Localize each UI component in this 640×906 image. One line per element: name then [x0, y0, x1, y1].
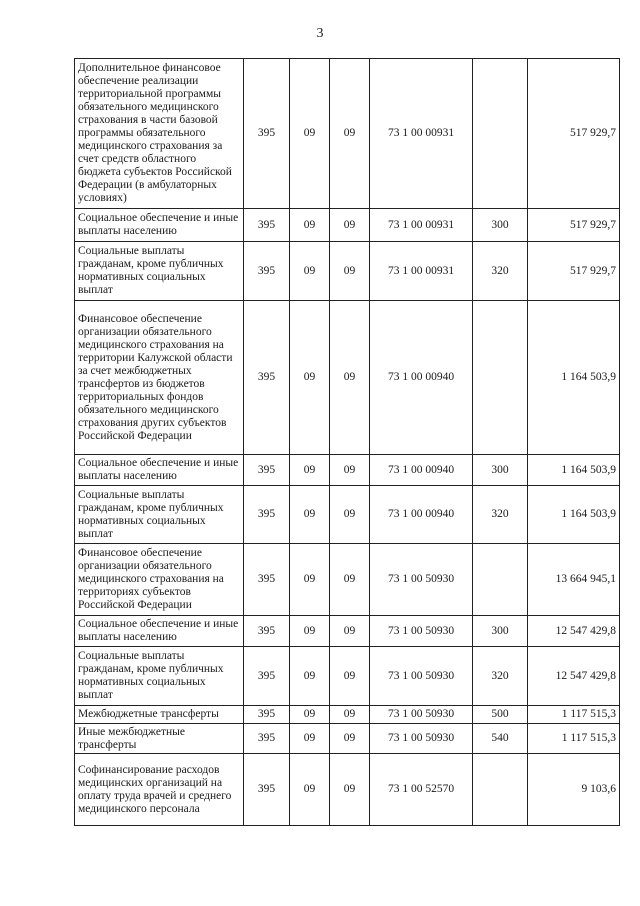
row-target: 73 1 00 00931 [370, 242, 473, 301]
row-code: 395 [244, 706, 290, 724]
row-name: Социальные выплаты гражданам, кроме публичных нормативных социальных выплат [75, 647, 244, 706]
row-subsection: 09 [330, 647, 370, 706]
row-target: 73 1 00 50930 [370, 724, 473, 754]
row-subsection: 09 [330, 544, 370, 616]
row-section: 09 [290, 242, 330, 301]
row-code: 395 [244, 486, 290, 544]
row-amount: 1 117 515,3 [528, 706, 620, 724]
row-amount: 1 164 503,9 [528, 455, 620, 486]
table-row [75, 455, 620, 486]
row-target: 73 1 00 52570 [370, 754, 473, 826]
row-section: 09 [290, 59, 330, 209]
row-target: 73 1 00 50930 [370, 544, 473, 616]
row-amount: 517 929,7 [528, 242, 620, 301]
row-subsection: 09 [330, 455, 370, 486]
table-row [75, 486, 620, 544]
row-amount: 517 929,7 [528, 59, 620, 209]
row-target: 73 1 00 50930 [370, 706, 473, 724]
row-code: 395 [244, 59, 290, 209]
row-type: 300 [473, 616, 528, 647]
table-row [75, 301, 620, 455]
row-type [473, 754, 528, 826]
row-section: 09 [290, 544, 330, 616]
row-subsection: 09 [330, 242, 370, 301]
table-row [75, 242, 620, 301]
row-type [473, 544, 528, 616]
row-subsection: 09 [330, 486, 370, 544]
row-name: Финансовое обеспечение организации обязательного медицинского страхования на территориях субъектов Российской Федерации [75, 544, 244, 616]
row-subsection: 09 [330, 754, 370, 826]
row-type [473, 59, 528, 209]
row-subsection: 09 [330, 616, 370, 647]
budget-table [74, 58, 620, 826]
row-amount: 9 103,6 [528, 754, 620, 826]
row-amount: 1 164 503,9 [528, 486, 620, 544]
row-type: 300 [473, 455, 528, 486]
row-type: 320 [473, 486, 528, 544]
table-row [75, 706, 620, 724]
row-name: Финансовое обеспечение организации обязательного медицинского страхования на территории Калужской области за счет межбюджетных трансфертов из бюджетов территориальных фондов обязательного медицинского страхования других субъектов Российской Федерации [75, 301, 244, 455]
row-code: 395 [244, 754, 290, 826]
row-amount: 13 664 945,1 [528, 544, 620, 616]
row-code: 395 [244, 242, 290, 301]
row-section: 09 [290, 754, 330, 826]
row-subsection: 09 [330, 706, 370, 724]
row-section: 09 [290, 616, 330, 647]
row-name: Социальные выплаты гражданам, кроме публичных нормативных социальных выплат [75, 242, 244, 301]
row-amount: 12 547 429,8 [528, 616, 620, 647]
row-section: 09 [290, 209, 330, 242]
table-row [75, 647, 620, 706]
table-row [75, 59, 620, 209]
row-target: 73 1 00 00940 [370, 486, 473, 544]
row-subsection: 09 [330, 209, 370, 242]
row-name: Социальное обеспечение и иные выплаты населению [75, 616, 244, 647]
row-target: 73 1 00 00940 [370, 455, 473, 486]
page-number: 3 [316, 26, 324, 41]
row-section: 09 [290, 647, 330, 706]
row-subsection: 09 [330, 724, 370, 754]
row-target: 73 1 00 00931 [370, 209, 473, 242]
row-name: Социальное обеспечение и иные выплаты населению [75, 209, 244, 242]
table-row [75, 754, 620, 826]
row-target: 73 1 00 50930 [370, 616, 473, 647]
row-type: 500 [473, 706, 528, 724]
row-type: 540 [473, 724, 528, 754]
row-code: 395 [244, 724, 290, 754]
row-type: 300 [473, 209, 528, 242]
row-type: 320 [473, 242, 528, 301]
row-section: 09 [290, 301, 330, 455]
row-section: 09 [290, 455, 330, 486]
row-target: 73 1 00 00931 [370, 59, 473, 209]
row-type [473, 301, 528, 455]
row-name: Иные межбюджетные трансферты [75, 724, 244, 754]
row-type: 320 [473, 647, 528, 706]
row-amount: 517 929,7 [528, 209, 620, 242]
table-row [75, 616, 620, 647]
row-name: Софинансирование расходов медицинских организаций на оплату труда врачей и среднего медицинского персонала [75, 754, 244, 826]
row-name: Межбюджетные трансферты [75, 706, 244, 724]
row-target: 73 1 00 00940 [370, 301, 473, 455]
table-row [75, 209, 620, 242]
row-code: 395 [244, 616, 290, 647]
row-section: 09 [290, 724, 330, 754]
row-code: 395 [244, 544, 290, 616]
row-target: 73 1 00 50930 [370, 647, 473, 706]
row-subsection: 09 [330, 59, 370, 209]
table-row [75, 724, 620, 754]
row-amount: 1 164 503,9 [528, 301, 620, 455]
table-row [75, 544, 620, 616]
row-section: 09 [290, 486, 330, 544]
row-amount: 1 117 515,3 [528, 724, 620, 754]
row-code: 395 [244, 301, 290, 455]
row-code: 395 [244, 209, 290, 242]
row-name: Социальное обеспечение и иные выплаты населению [75, 455, 244, 486]
row-subsection: 09 [330, 301, 370, 455]
row-name: Дополнительное финансовое обеспечение реализации территориальной программы обязательного медицинского страхования в части базовой программы обязательного медицинского страхования за счет средств областного бюджета субъектов Российской Федерации (в амбулаторных условиях) [75, 59, 244, 209]
row-amount: 12 547 429,8 [528, 647, 620, 706]
row-code: 395 [244, 647, 290, 706]
row-code: 395 [244, 455, 290, 486]
row-section: 09 [290, 706, 330, 724]
row-name: Социальные выплаты гражданам, кроме публичных нормативных социальных выплат [75, 486, 244, 544]
